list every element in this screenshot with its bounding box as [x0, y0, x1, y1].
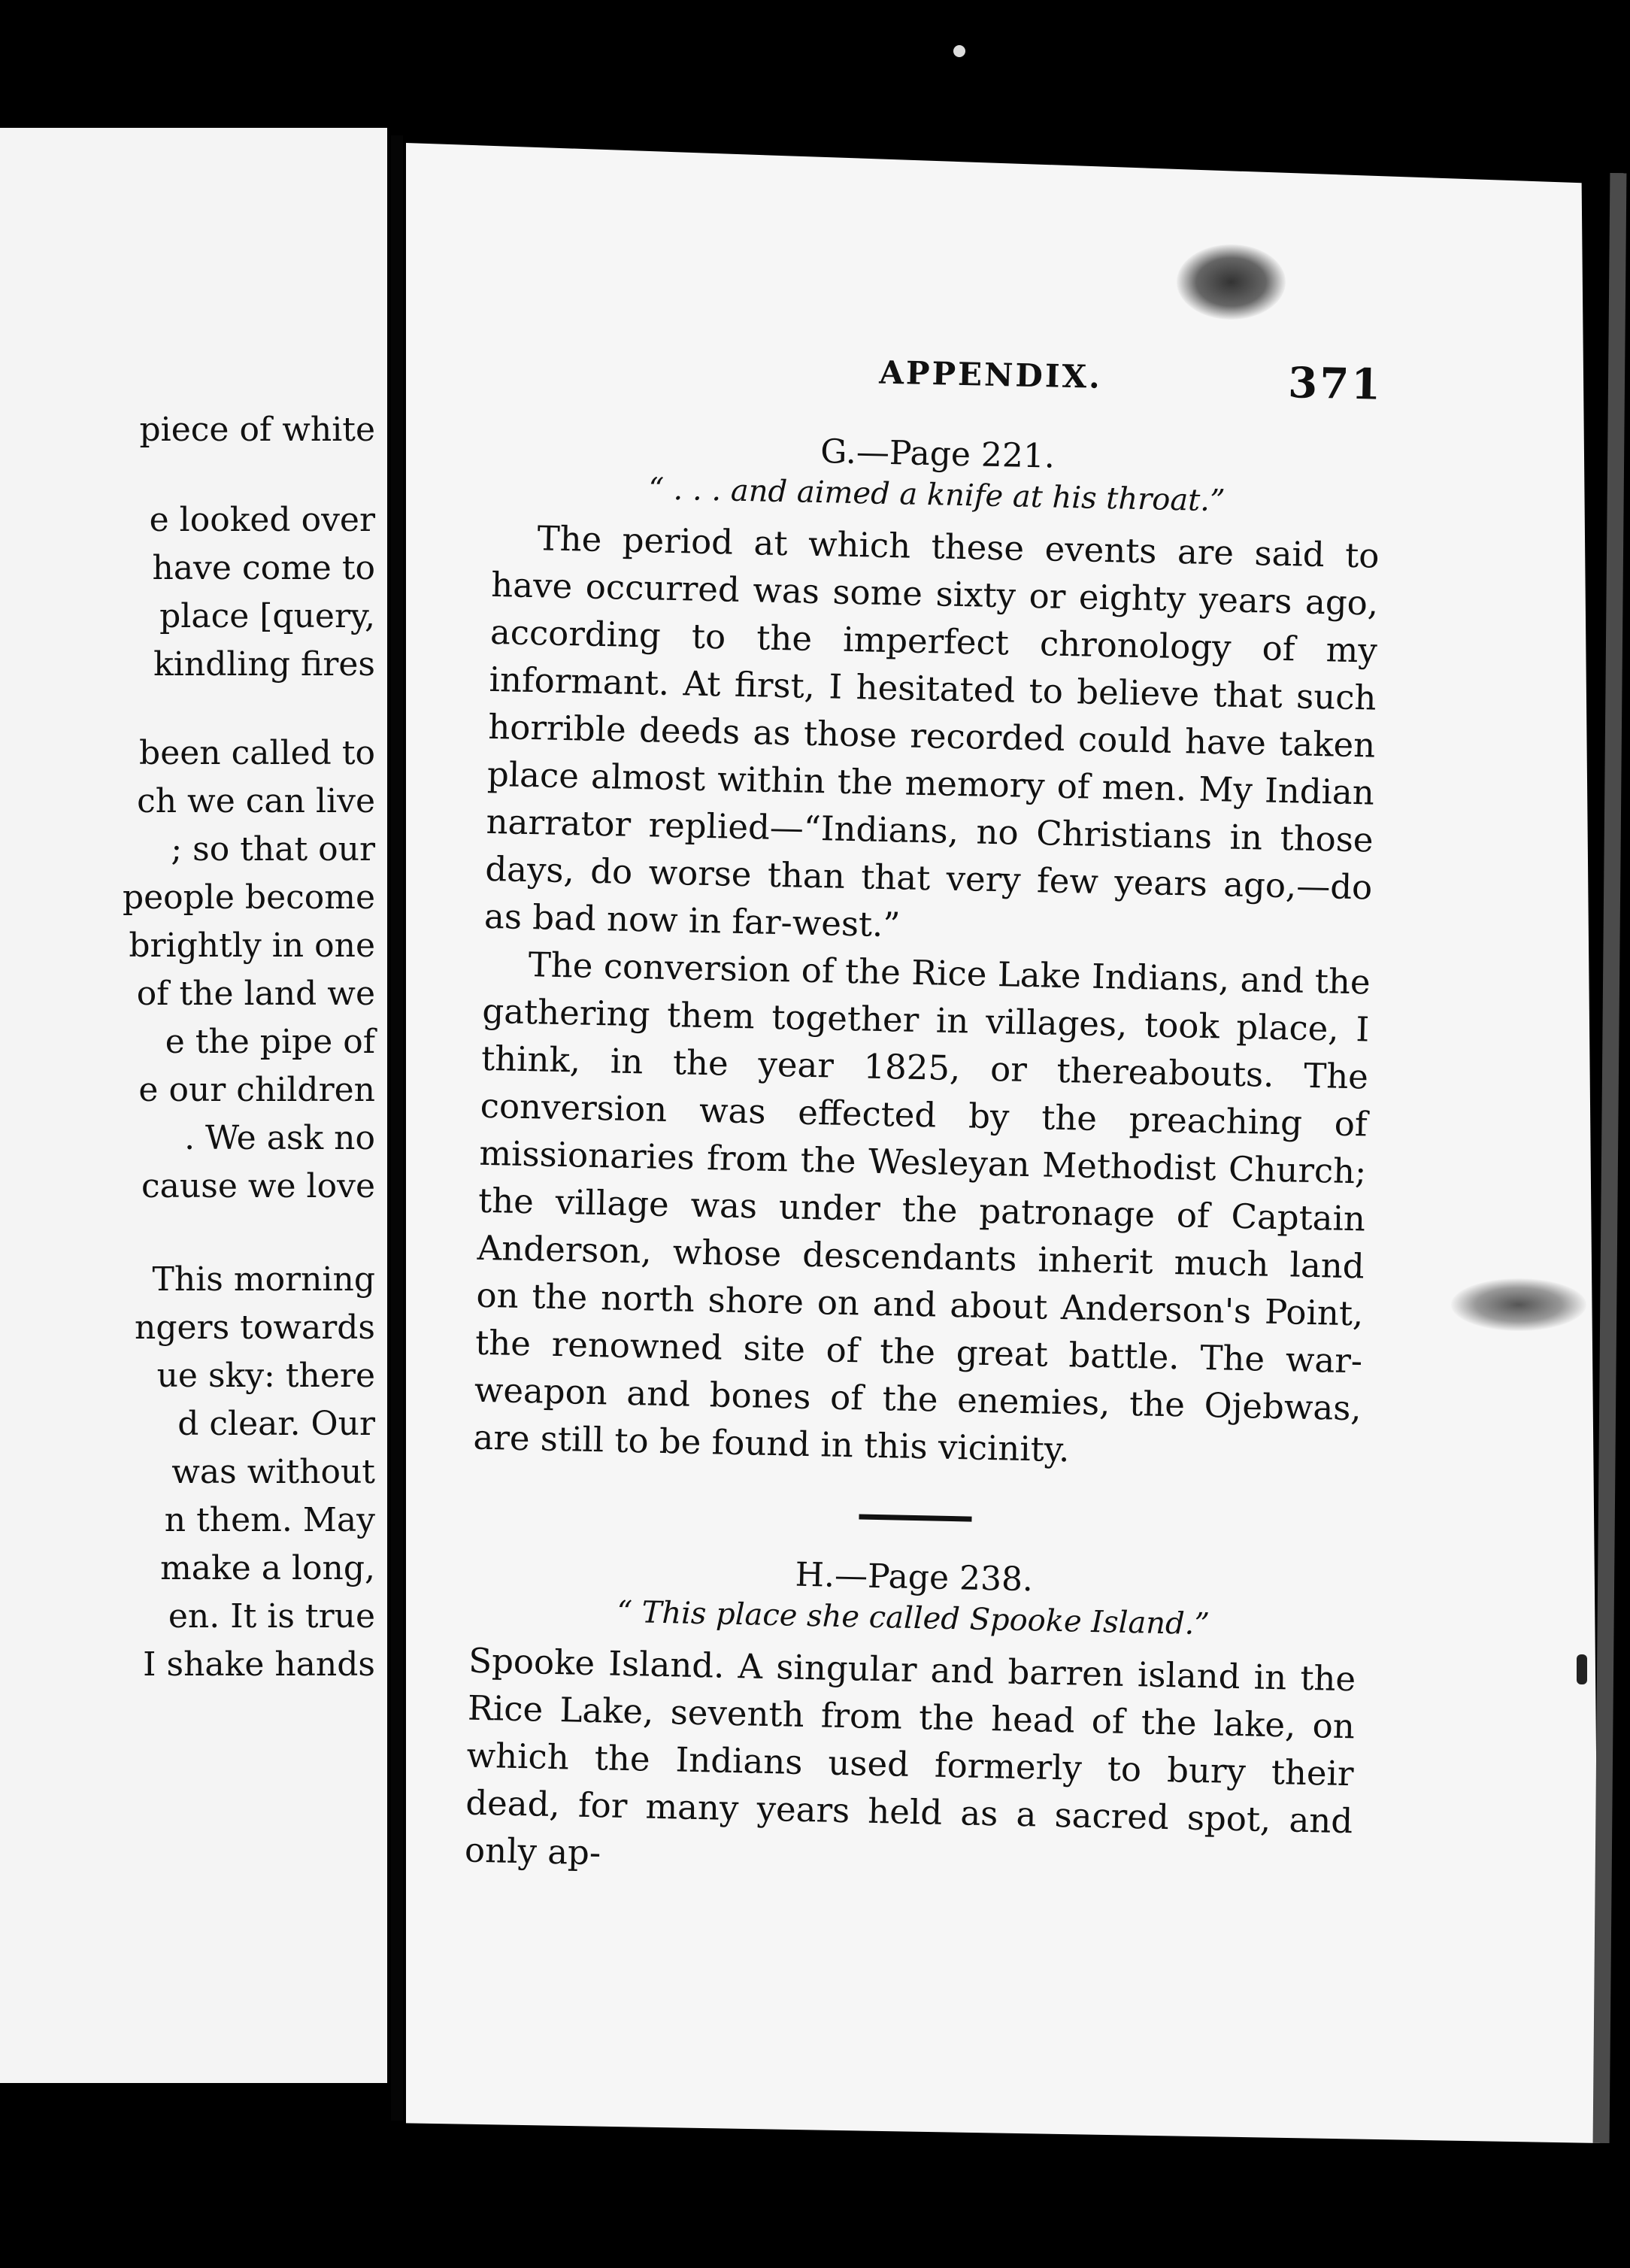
left-page: [0, 128, 387, 2083]
section-g-quote: “ . . . and aimed a knife at his throat.”: [648, 471, 1226, 519]
left-text-line: cause we love: [141, 1167, 375, 1205]
page-edge: [1593, 173, 1627, 2143]
left-text-line: was without: [171, 1453, 375, 1491]
section-h-quote: “ This place she called Spooke Island.”: [617, 1594, 1210, 1642]
left-text-line: make a long,: [160, 1549, 375, 1587]
left-text-line: have come to: [152, 549, 375, 587]
left-text-line: I shake hands: [143, 1645, 375, 1684]
left-text-line: ngers towards: [135, 1308, 375, 1347]
section-h-paragraph: Spooke Island. A singular and barren island in the Rice Lake, seventh from the head of the lake, on which the Indians used formerly to bury their dead, for many years held as a sacred spot, and only ap-: [464, 1640, 1356, 1873]
running-head: APPENDIX.: [878, 353, 1103, 396]
left-text-line: e the pipe of: [165, 1023, 375, 1061]
left-text-line: d clear. Our: [177, 1405, 375, 1443]
ink-blot: [1177, 244, 1286, 320]
left-text-line: n them. May: [164, 1501, 375, 1539]
scan-speck: [953, 45, 965, 57]
left-text-line: ch we can live: [137, 782, 375, 820]
left-text-line: been called to: [139, 734, 375, 772]
page-smudge: [1451, 1278, 1586, 1331]
section-g-paragraph: The conversion of the Rice Lake Indians, and the gathering them together in villages, took place, I think, in the year 1825, or thereabouts. The conversion was effected by the preaching of missionaries from the Wesleyan Methodist Church; the village was under the patronage of Captain Anderson, whose descendants inherit much land on the north shore on and about Anderson's Point, the renowned site of the great battle. The war-weapon and bones of the enemies, the Ojebwas, are still to be found in this vicinity.: [473, 944, 1371, 1470]
left-text-line: ue sky: there: [156, 1357, 375, 1395]
section-g-heading: G.—Page 221.: [820, 432, 1056, 476]
left-text-line: ; so that our: [171, 830, 375, 869]
right-page-text: [464, 346, 1383, 1892]
book-gutter: [391, 135, 403, 2121]
left-text-line: . We ask no: [184, 1119, 375, 1157]
left-text-line: place [query,: [159, 597, 375, 635]
left-text-line: brightly in one: [129, 926, 375, 965]
page-number: 371: [1287, 358, 1383, 410]
left-text-line: e our children: [138, 1071, 375, 1109]
section-g-paragraph: The period at which these events are said to have occurred was some sixty or eighty years ago, according to the imperfect chronology of my informant. At first, I hesitated to believe that such horrible deeds as those recorded could have taken place almost within the memory of men. My Indian narrator replied—“Indians, no Christians in those days, do worse than that very few years ago,—do as bad now in far-west.”: [483, 518, 1380, 945]
left-text-line: This morning: [152, 1260, 375, 1299]
left-text-line: piece of white: [139, 411, 375, 449]
left-text-line: people become: [122, 878, 375, 917]
left-text-line: kindling fires: [153, 645, 375, 684]
left-text-line: e looked over: [149, 501, 375, 539]
left-text-line: en. It is true: [168, 1597, 375, 1636]
section-h-heading: H.—Page 238.: [795, 1555, 1034, 1599]
left-text-line: of the land we: [136, 975, 375, 1013]
page-mark: [1577, 1654, 1587, 1684]
section-divider: [859, 1514, 971, 1521]
